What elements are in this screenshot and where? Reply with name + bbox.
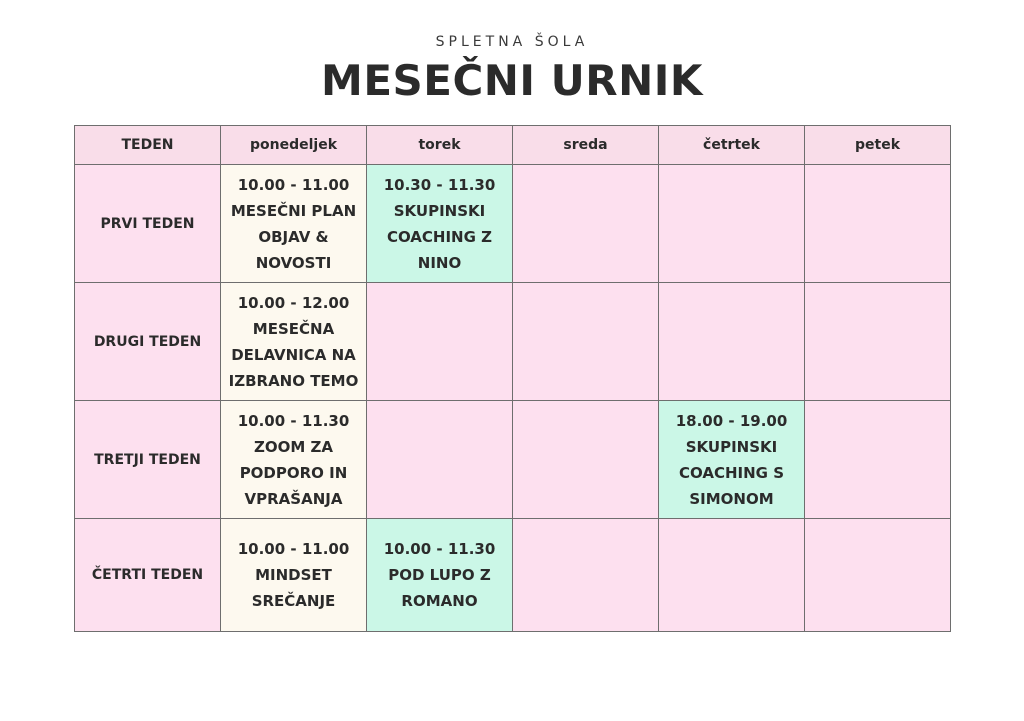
event-time: 10.30 - 11.30 — [383, 175, 496, 194]
event-text-line: VPRAŠANJA — [244, 489, 343, 508]
event-text-line: MESEČNI PLAN — [230, 201, 357, 220]
event-time: 10.00 - 11.00 — [237, 540, 350, 558]
event-text-line: SKUPINSKI — [685, 437, 778, 456]
week-label: ČETRTI TEDEN — [75, 519, 221, 632]
event-text-line: MINDSET — [255, 566, 332, 584]
empty-cell — [513, 519, 659, 632]
event-text-line: ZOOM ZA — [253, 437, 333, 456]
event-text-line: COACHING Z — [386, 227, 493, 246]
column-header-friday: petek — [805, 126, 951, 165]
event-cell — [367, 165, 513, 283]
page-title: MESEČNI URNIK — [321, 56, 703, 105]
event-time: 10.00 - 11.00 — [237, 175, 350, 194]
event-cell — [367, 519, 513, 632]
event-text-line: SREČANJE — [251, 592, 336, 610]
event-text-line: SIMONOM — [689, 489, 774, 508]
column-header-week: TEDEN — [75, 126, 221, 165]
empty-cell — [659, 165, 805, 283]
event-text-line: IZBRANO TEMO — [228, 371, 359, 390]
event-text-line: POD LUPO Z — [388, 566, 491, 584]
event-text-line: OBJAV & — [258, 227, 329, 246]
empty-cell — [513, 283, 659, 401]
empty-cell — [805, 519, 951, 632]
event-cell — [221, 401, 367, 519]
empty-cell — [367, 283, 513, 401]
table-row — [75, 165, 951, 283]
empty-cell — [805, 165, 951, 283]
event-text-line: ROMANO — [401, 592, 478, 610]
event-text-line: COACHING S — [679, 463, 784, 482]
week-label: DRUGI TEDEN — [75, 283, 221, 401]
event-cell — [221, 519, 367, 632]
event-text-line: DELAVNICA NA — [231, 345, 356, 364]
empty-cell — [805, 283, 951, 401]
event-text-line: MESEČNA — [252, 319, 335, 338]
empty-cell — [513, 401, 659, 519]
schedule-table — [74, 125, 951, 632]
event-time: 10.00 - 11.30 — [237, 411, 350, 430]
table-row — [75, 519, 951, 632]
event-time: 18.00 - 19.00 — [675, 411, 788, 430]
event-text-line: SKUPINSKI — [393, 201, 486, 220]
empty-cell — [659, 519, 805, 632]
empty-cell — [513, 165, 659, 283]
column-header-tuesday: torek — [367, 126, 513, 165]
event-time: 10.00 - 12.00 — [237, 293, 350, 312]
page-subtitle: SPLETNA ŠOLA — [435, 34, 589, 50]
table-row — [75, 283, 951, 401]
event-cell — [221, 283, 367, 401]
event-cell — [659, 401, 805, 519]
column-header-wednesday: sreda — [513, 126, 659, 165]
week-label: PRVI TEDEN — [75, 165, 221, 283]
event-cell — [221, 165, 367, 283]
empty-cell — [367, 401, 513, 519]
event-time: 10.00 - 11.30 — [383, 540, 496, 558]
event-text-line: NINO — [417, 253, 462, 272]
column-header-monday: ponedeljek — [221, 126, 367, 165]
header-row — [75, 126, 951, 165]
event-text-line: NOVOSTI — [255, 253, 332, 272]
empty-cell — [659, 283, 805, 401]
table-row — [75, 401, 951, 519]
empty-cell — [805, 401, 951, 519]
event-text-line: PODPORO IN — [239, 463, 348, 482]
week-label: TRETJI TEDEN — [75, 401, 221, 519]
column-header-thursday: četrtek — [659, 126, 805, 165]
